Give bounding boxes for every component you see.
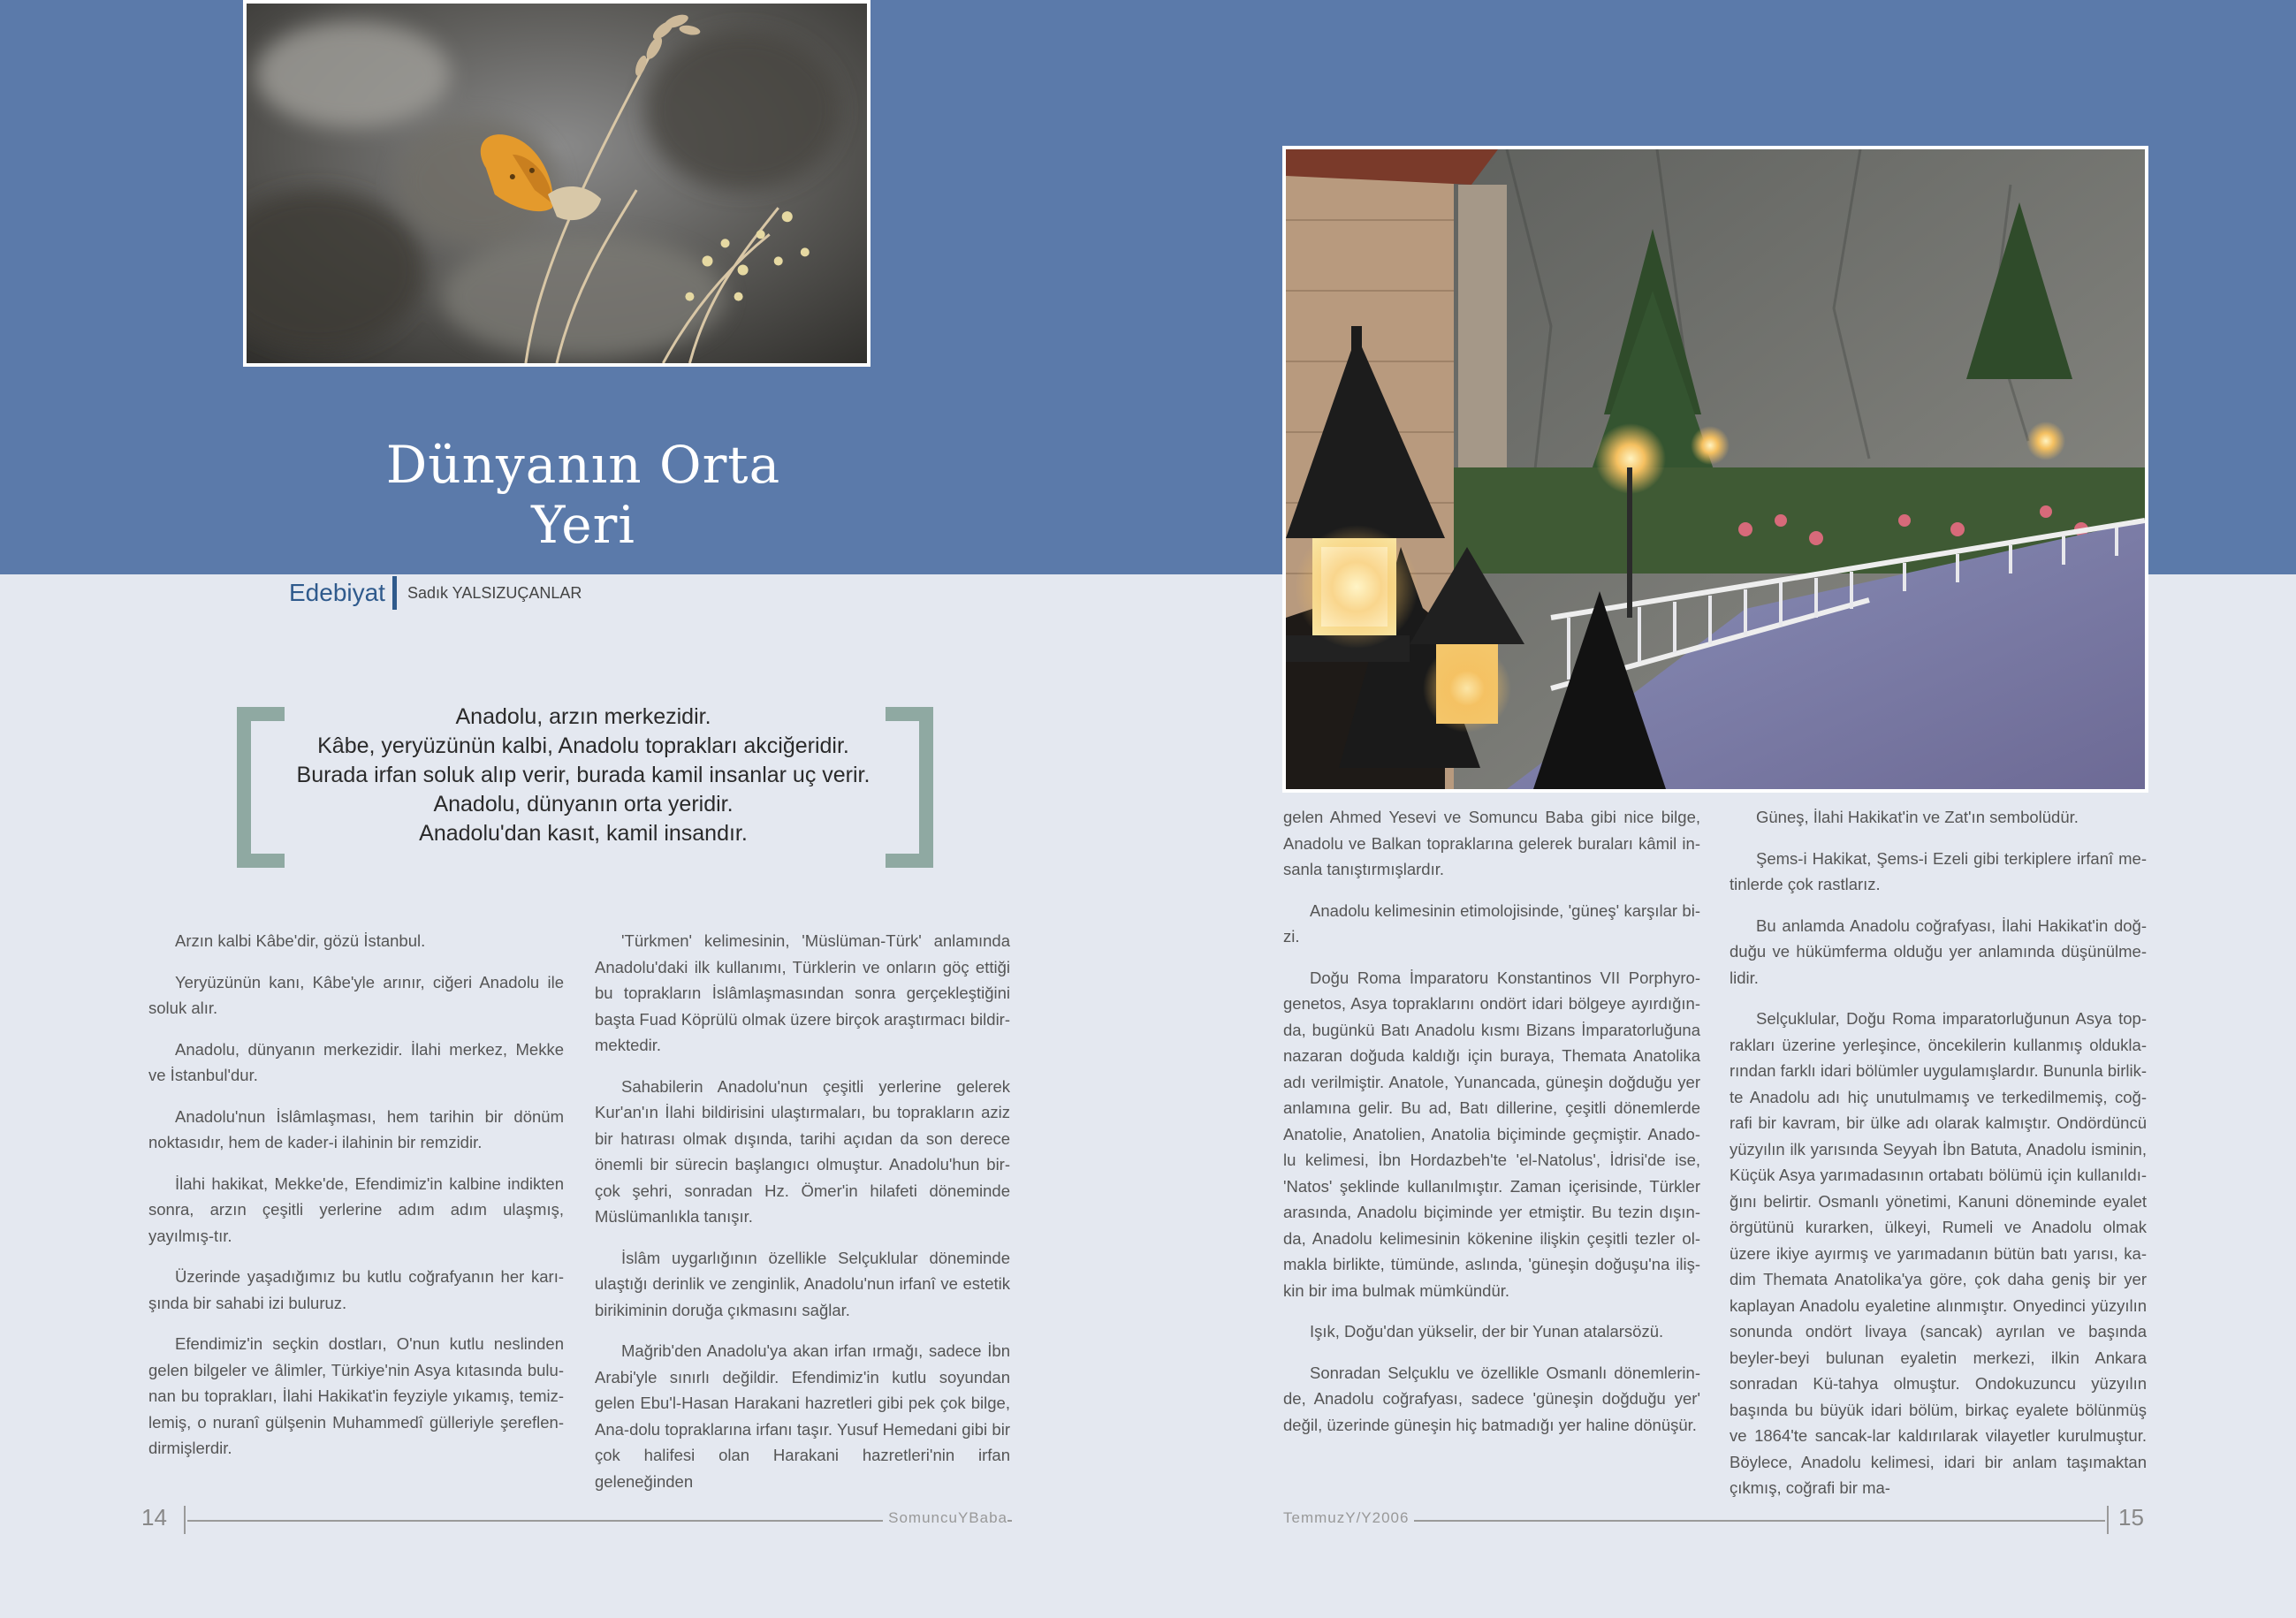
page-number: 15 xyxy=(2118,1504,2144,1531)
paragraph: gelen Ahmed Yesevi ve Somuncu Baba gibi nice bilge, Anadolu ve Balkan topraklarına gelerek buraları kâmil in-sanla tanıştırmışlardır. xyxy=(1283,808,1700,878)
pull-quote xyxy=(292,703,875,848)
paragraph: Anadolu kelimesinin etimolojisinde, 'güneş' karşılar bi-zi. xyxy=(1283,900,1700,946)
quote-line: Kâbe, yeryüzünün kalbi, Anadolu toprakları akciğeridir. xyxy=(317,733,849,758)
quote-bracket-left xyxy=(237,707,285,868)
quote-line: Anadolu, arzın merkezidir. xyxy=(455,704,711,729)
paragraph: Işık, Doğu'dan yükselir, der bir Yunan atalarsözü. xyxy=(1310,1322,1664,1341)
footer-left xyxy=(141,1502,1007,1538)
terrace-photo xyxy=(1282,146,2148,793)
byline xyxy=(289,576,582,610)
quote-line: Anadolu'dan kasıt, kamil insandır. xyxy=(419,821,748,846)
paragraph: Sonradan Selçuklu ve özellikle Osmanlı dönemlerin-de, Anadolu coğrafyası, sadece 'güneşin doğduğu yer' değil, üzerinde güneşin hiç batmadığı yer haline dönüşür. xyxy=(1283,1363,1700,1434)
footer-divider xyxy=(2107,1506,2109,1534)
page-number: 14 xyxy=(141,1504,167,1531)
paragraph: Şems-i Hakikat, Şems-i Ezeli gibi terkiplere irfanî me-tinlerde çok rastlarız. xyxy=(1730,848,2147,893)
paragraph: Yeryüzünün kanı, Kâbe'yle arınır, ciğeri Anadolu ile soluk alır. xyxy=(148,972,564,1017)
paragraph: Sahabilerin Anadolu'nun çeşitli yerlerine gelerek Kur'an'ın İlahi bildirisini ulaştırmaları, bu toprakların aziz bir hatırası olmak dışında, tarihi açıdan da son derece önemli bir sürecin başlangıcı olmuştur. Anadolu'hun bir-çok şehri, sonradan Hz. Ömer'in hilafeti döneminde Müslümanlıkla tanışır. xyxy=(595,1076,1010,1226)
paragraph: İlahi hakikat, Mekke'de, Efendimiz'in kalbine indikten sonra, arzın çeşitli yerlerine adım adım ulaşmış, yayılmış-tır. xyxy=(148,1174,564,1245)
footer-right xyxy=(1283,1502,2154,1538)
author-name: Sadık YALSIZUÇANLAR xyxy=(407,583,582,602)
page-title: Dünyanın Orta Yeri xyxy=(385,435,781,555)
footer-divider xyxy=(184,1506,186,1534)
paragraph: İslâm uygarlığının özellikle Selçuklular döneminde ulaştığı derinlik ve zenginlik, Anadolu'nun irfanî ve estetik birikiminin doruğa çıkmasını sağlar. xyxy=(595,1248,1010,1319)
paragraph: Güneş, İlahi Hakikat'in ve Zat'ın sembolüdür. xyxy=(1756,808,2079,826)
text-column-1 xyxy=(148,928,564,1477)
paragraph: Anadolu, dünyanın merkezidir. İlahi merkez, Mekke ve İstanbul'dur. xyxy=(148,1039,564,1084)
magazine-name: SomuncuYBaba xyxy=(883,1509,1007,1527)
paragraph: Selçuklular, Doğu Roma imparatorluğunun Asya top-rakları üzerine yerleşince, öncekilerin kullanmış oldukla-rından farklı idari bölümler uygulamışlardır. Bununla birlik-te Anadolu adı hiç unutulmamış ve terkedilmemiş, coğ-rafi bir kavram, bir ülke adı olarak kalmıştır. Ondördüncü yüzyılın ilk yarısında Seyyah İbn Batuta, Anadolu isminin, Küçük Asya yarımadasının ortabatı bölümü için kullanıldı-ğını belirtir. Osmanlı yönetimi, Kanuni döneminde eyalet örgütünü kurarken, ülkeyi, Rumeli ve Anadolu olmak üzere ikiye ayırmış ve yarımadanın bütün batı yarısı, ka-dim Themata Anatolika'ya göre, çok daha geniş bir yer kaplayan Anadolu eyaletine alınmıştır. Onyedinci yüzyılın sonunda ondört livaya (sancak) ayrılan ve başında beyler-beyi bulunan eyaletin merkezi, ilkin Ankara sonradan Kü-tahya olmuştur. Ondokuzuncu yüzyılın başında bu büyük idari bölüm, birkaç eyalete bölünmüş ve 1864'te sancak-lar kaldırılarak vilayetler kurulmuştur. Böylece, Anadolu kelimesi, idari bir anlam taşımaktan çıkmış, coğrafi bir ma- xyxy=(1730,1009,2147,1497)
paragraph: Üzerinde yaşadığımız bu kutlu coğrafyanın her karı-şında bir sahabi izi buluruz. xyxy=(148,1267,564,1312)
text-column-2 xyxy=(595,928,1010,1509)
quote-line: Burada irfan soluk alıp verir, burada kamil insanlar uç verir. xyxy=(296,763,871,787)
issue-date: TemmuzY/Y2006 xyxy=(1283,1509,1414,1527)
paragraph: 'Türkmen' kelimesinin, 'Müslüman-Türk' anlamında Anadolu'daki ilk kullanımı, Türklerin ve onların göç ettiği bu toprakların İslâmlaşmasından sonra gerçekleştiğini başta Fuad Köprülü olmak üzere birçok araştırmacı bildir-mektedir. xyxy=(595,931,1010,1054)
paragraph: Efendimiz'in seçkin dostları, O'nun kutlu neslinden gelen bilgeler ve âlimler, Türkiye'nin Asya kıtasında bulu-nan bu toprakları, İlahi Hakikat'in feyziyle yıkamış, temiz-lemiş, o nuranî gülşenin Muhammedî gülleriyle şereflen-dirmişlerdir. xyxy=(148,1334,564,1457)
butterfly-photo xyxy=(243,0,871,367)
byline-divider xyxy=(392,576,397,610)
paragraph: Arzın kalbi Kâbe'dir, gözü İstanbul. xyxy=(175,931,426,950)
section-label: Edebiyat xyxy=(289,579,385,606)
quote-bracket-right xyxy=(886,707,933,868)
paragraph: Bu anlamda Anadolu coğrafyası, İlahi Hakikat'in doğ-duğu ve hükümferma olduğu yer anlamında düşünülme-lidir. xyxy=(1730,915,2147,987)
quote-line: Anadolu, dünyanın orta yeridir. xyxy=(433,792,734,817)
paragraph: Mağrib'den Anadolu'ya akan irfan ırmağı, sadece İbn Arabi'yle sınırlı değildir. Efendimiz'in kutlu soyundan gelen Ebu'l-Hasan Harakani hazretleri gibi pek çok bilge, Ana-dolu topraklarına irfanı taşır. Yusuf Hemedani gibi bir çok halifesi olan Harakani hazretleri'nin irfan geleneğinden xyxy=(595,1341,1010,1491)
paragraph: Doğu Roma İmparatoru Konstantinos VII Porphyro-genetos, Asya topraklarını ondört idari bölgeye ayırdığın-da, bugünkü Batı Anadolu kısmı Bizans İmparatorluğuna nazaran doğuda kaldığı için buraya, Themata Anatolika adı verilmiştir. Anatole, Yunancada, güneşin doğduğu yer anlamına gelir. Bu ad, Batı dillerine, çeşitli dönemlerde Anatolie, Anatolien, Anatolia biçiminde geçmiştir. Anado-lu kelimesi, İbn Hordazbeh'te 'el-Natolus', İdrisi'de ise, 'Natos' şeklinde kullanılmıştır. Zaman içerisinde, Türkler arasında, Anadolu biçiminde yer etmiştir. Bu tezin dışın-da, Anadolu kelimesinin kökenine ilişkin çeşitli tezler ol-makla birlikte, tümünde, aslında, 'güneşin doğuşu'na iliş-kin bir ima bulmak mümkündür. xyxy=(1283,968,1700,1300)
paragraph: Anadolu'nun İslâmlaşması, hem tarihin bir dönüm noktasıdır, hem de kader-i ilahinin bir remzidir. xyxy=(148,1106,564,1151)
text-column-4 xyxy=(1730,804,2147,1516)
text-column-3 xyxy=(1283,804,1700,1453)
